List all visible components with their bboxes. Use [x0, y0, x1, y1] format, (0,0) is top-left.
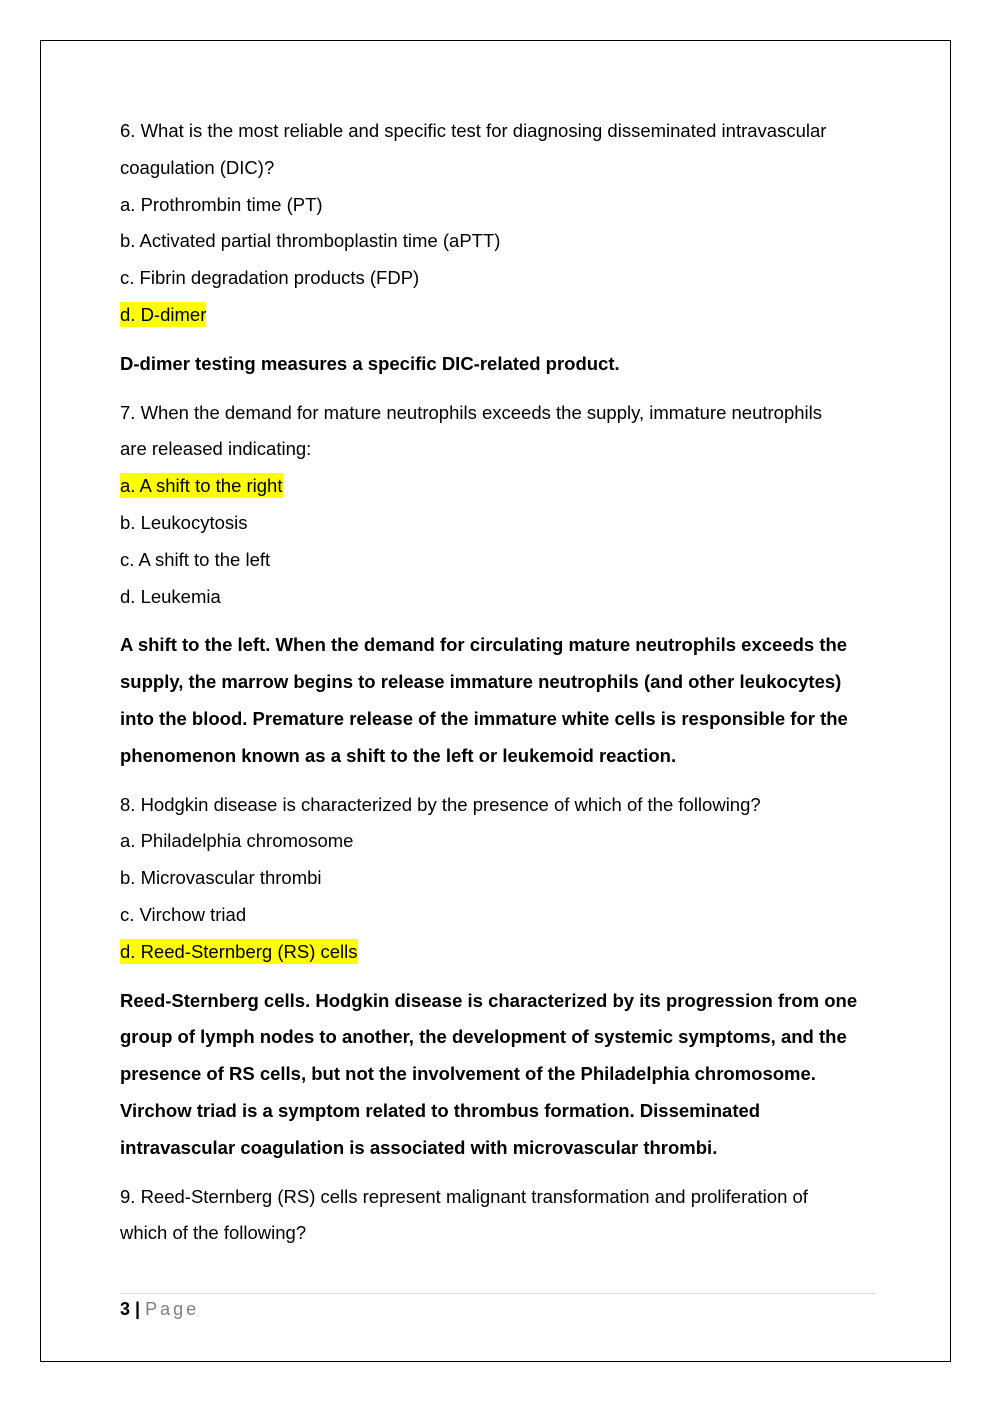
question-6 [120, 113, 880, 334]
explanation-line: supply, the marrow begins to release immature neutrophils (and other leukocytes) [120, 671, 842, 693]
explanation-7 [120, 627, 880, 774]
question-stem-line: are released indicating: [120, 438, 312, 460]
explanation-line: phenomenon known as a shift to the left or leukemoid reaction. [120, 744, 677, 766]
explanation-line: A shift to the left. When the demand for circulating mature neutrophils exceeds the [120, 634, 848, 656]
page-footer [120, 1297, 199, 1321]
page-label: Page [145, 1299, 200, 1319]
answer-option: d. Leukemia [120, 585, 221, 607]
highlighted-answer: a. A shift to the right [120, 475, 283, 497]
explanation-line: Virchow triad is a symptom related to thrombus formation. Disseminated [120, 1099, 761, 1121]
explanation-6 [120, 346, 880, 383]
explanation-line: intravascular coagulation is associated with microvascular thrombi. [120, 1136, 718, 1158]
answer-option-highlighted [120, 297, 880, 334]
footer-divider [120, 1293, 875, 1294]
question-stem-line: 6. What is the most reliable and specific test for diagnosing disseminated intravascular [120, 120, 827, 141]
question-7 [120, 395, 880, 616]
explanation-line: group of lymph nodes to another, the development of systemic symptoms, and the [120, 1026, 847, 1048]
explanation-line: D-dimer testing measures a specific DIC-related product. [120, 352, 620, 374]
highlighted-answer: d. D-dimer [120, 303, 207, 325]
question-stem-line: 9. Reed-Sternberg (RS) cells represent malignant transformation and proliferation of [120, 1185, 808, 1207]
explanation-line: Reed-Sternberg cells. Hodgkin disease is characterized by its progression from one [120, 989, 858, 1011]
question-stem-line: coagulation (DIC)? [120, 156, 275, 178]
question-8 [120, 787, 880, 971]
answer-option: c. Fibrin degradation products (FDP) [120, 267, 420, 289]
answer-option: b. Microvascular thrombi [120, 867, 322, 889]
question-stem-line: 8. Hodgkin disease is characterized by the presence of which of the following? [120, 793, 761, 815]
page-number: 3 [120, 1299, 131, 1319]
answer-option: b. Leukocytosis [120, 511, 248, 533]
answer-option: a. Philadelphia chromosome [120, 830, 354, 852]
highlighted-answer: d. Reed-Sternberg (RS) cells [120, 940, 358, 962]
explanation-line: presence of RS cells, but not the involvement of the Philadelphia chromosome. [120, 1063, 816, 1085]
answer-option: a. Prothrombin time (PT) [120, 193, 323, 215]
explanation-line: into the blood. Premature release of the immature white cells is responsible for the [120, 707, 848, 729]
footer-separator: | [135, 1299, 141, 1319]
answer-option-highlighted [120, 934, 880, 971]
answer-option: c. A shift to the left [120, 548, 271, 570]
explanation-8 [120, 983, 880, 1167]
answer-option: c. Virchow triad [120, 903, 247, 925]
question-stem-line: which of the following? [120, 1222, 307, 1244]
document-body [120, 113, 880, 1252]
answer-option: b. Activated partial thromboplastin time (aPTT) [120, 230, 501, 252]
answer-option-highlighted [120, 468, 880, 505]
question-9 [120, 1179, 880, 1253]
question-stem-line: 7. When the demand for mature neutrophils exceeds the supply, immature neutrophils [120, 401, 823, 423]
